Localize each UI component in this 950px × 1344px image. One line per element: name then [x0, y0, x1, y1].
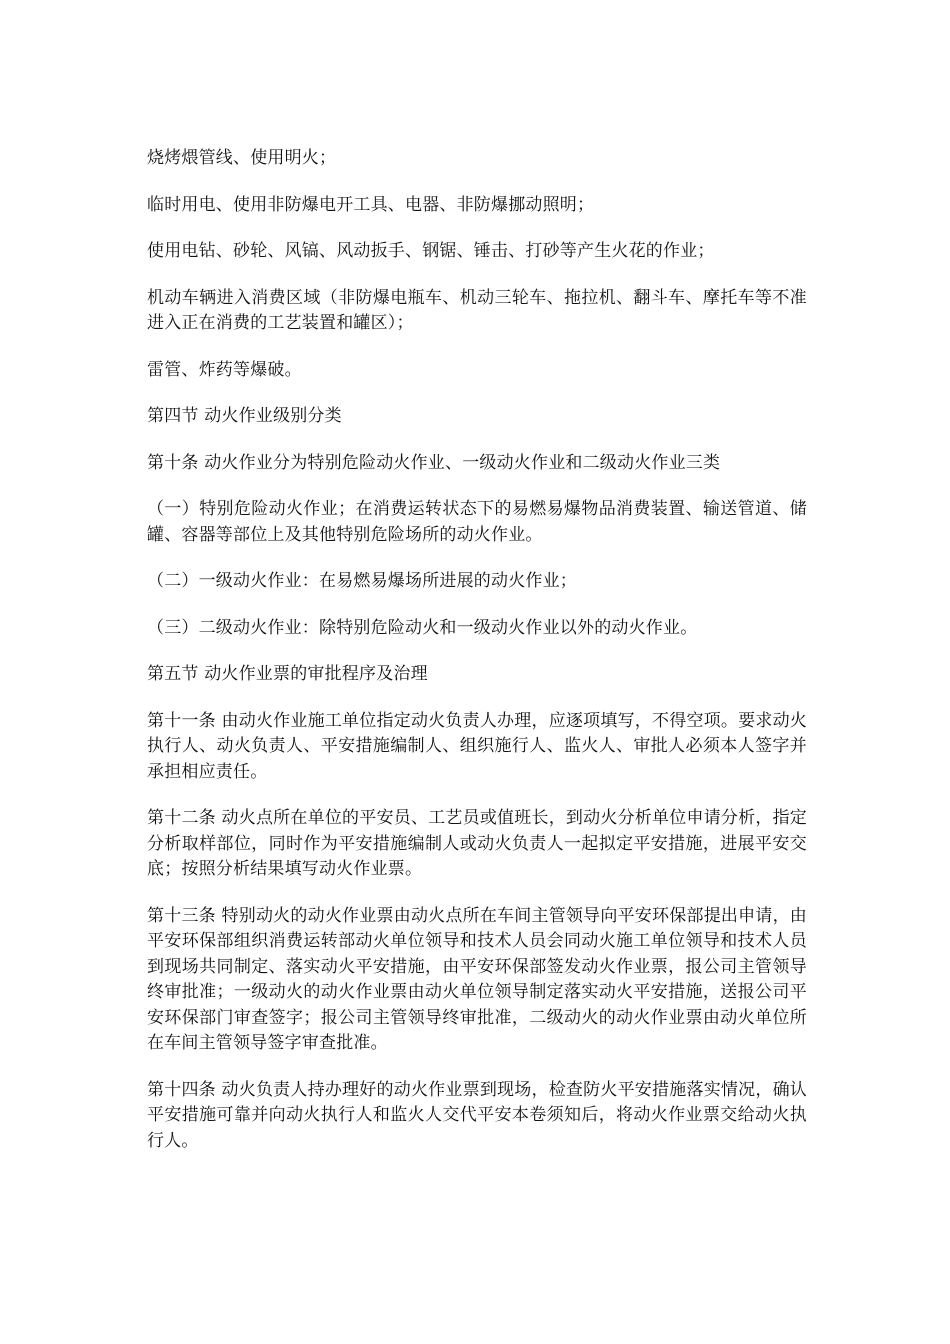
- list-item: 机动车辆进入消费区域（非防爆电瓶车、机动三轮车、拖拉机、翻斗车、摩托车等不准进入正在消费的工艺装置和罐区）；: [147, 287, 807, 333]
- clause-paragraph: （一）特别危险动火作业；在消费运转状态下的易燃易爆物品消费装置、输送管道、储罐、容器等部位上及其他特别危险场所的动火作业。: [147, 499, 807, 545]
- section-heading: 第四节 动火作业级别分类: [147, 406, 342, 426]
- list-item: 雷管、炸药等爆破。: [147, 359, 302, 380]
- article-paragraph: 第十条 动火作业分为特别危险动火作业、一级动火作业和二级动火作业三类: [147, 452, 721, 473]
- clause-paragraph: （二）一级动火作业：在易燃易爆场所进展的动火作业；: [147, 571, 577, 591]
- section-heading: 第五节 动火作业票的审批程序及治理: [147, 664, 428, 684]
- clause-paragraph: （三）二级动火作业：除特别危险动火和一级动火作业以外的动火作业。: [147, 617, 698, 638]
- article-paragraph: 第十四条 动火负责人持办理好的动火作业票到现场，检查防火平安措施落实情况，确认平安措施可靠并向动火执行人和监火人交代平安本卷须知后，将动火作业票交给动火执行人。: [147, 1079, 807, 1151]
- article-paragraph: 第十三条 特别动火的动火作业票由动火点所在车间主管领导向平安环保部提出申请，由平安环保部组织消费运转部动火单位领导和技术人员会同动火施工单位领导和技术人员到现场共同制定、落实动火平安措施，由平安环保部签发动火作业票，报公司主管领导终审批准；一级动火的动火作业票由动火单位领导制定落实动火平安措施，送报公司平安环保部门审查签字；报公司主管领导终审批准，二级动火的动火作业票由动火单位所在车间主管领导签字审查批准。: [147, 905, 807, 1053]
- article-paragraph: 第十一条 由动火作业施工单位指定动火负责人办理，应逐项填写，不得空项。要求动火执行人、动火负责人、平安措施编制人、组织施行人、监火人、审批人必须本人签字并承担相应责任。: [147, 710, 807, 782]
- list-item: 使用电钻、砂轮、风镐、风动扳手、钢锯、锤击、打砂等产生火花的作业；: [147, 241, 715, 261]
- list-item: 烧烤煨管线、使用明火；: [147, 148, 337, 168]
- document-page: [147, 146, 807, 1175]
- article-paragraph: 第十二条 动火点所在单位的平安员、工艺员或值班长，到动火分析单位申请分析，指定分析取样部位，同时作为平安措施编制人或动火负责人一起拟定平安措施，进展平安交底；按照分析结果填写动火作业票。: [147, 808, 807, 879]
- list-item: 临时用电、使用非防爆电开工具、电器、非防爆挪动照明；: [147, 194, 595, 215]
